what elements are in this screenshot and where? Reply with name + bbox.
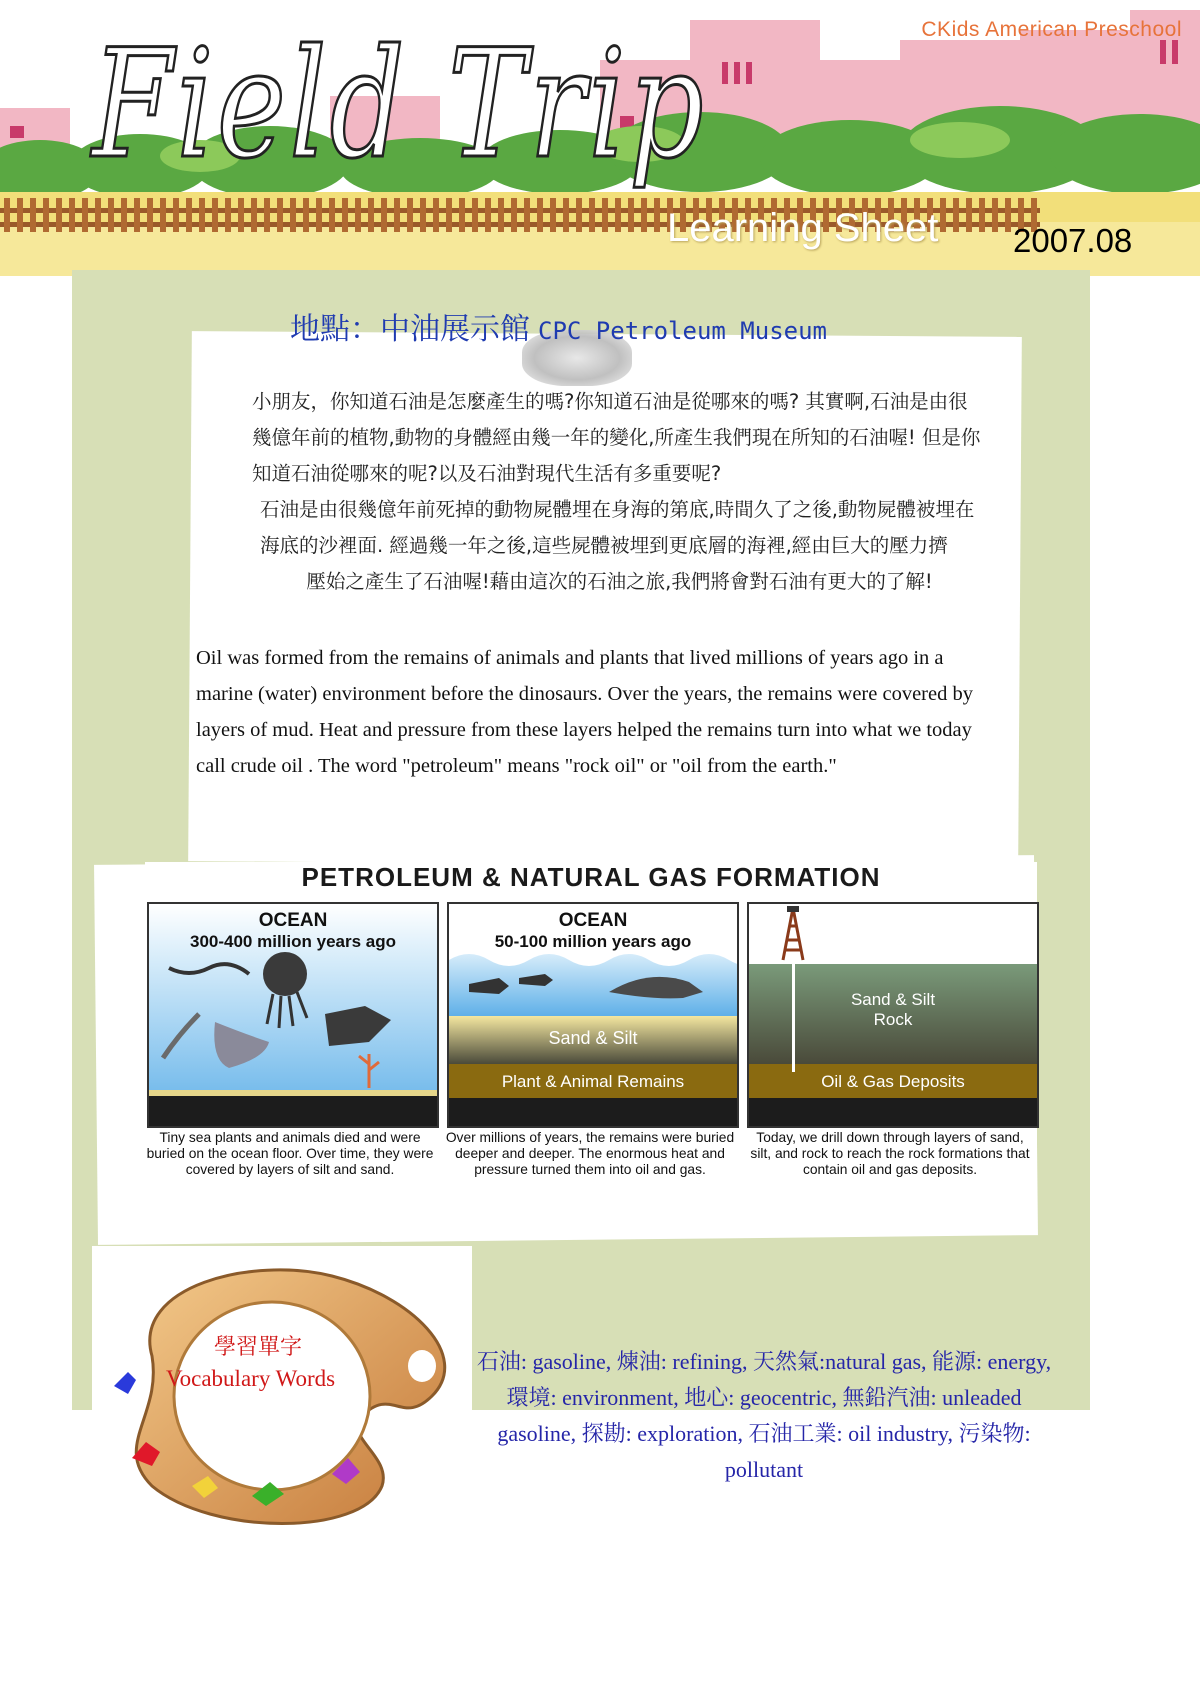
diagram-title: PETROLEUM & NATURAL GAS FORMATION xyxy=(301,862,881,892)
learning-sheet-label: Learning Sheet xyxy=(667,206,939,250)
panel3-deposits-label: Oil & Gas Deposits xyxy=(821,1072,965,1091)
fence-post xyxy=(82,198,88,232)
fence-post xyxy=(212,198,218,232)
fence-post xyxy=(537,198,543,232)
fence-post xyxy=(602,198,608,232)
panel-ancient-ocean xyxy=(147,902,439,1128)
fence-post xyxy=(940,198,946,232)
panel3-caption: Today, we drill down through layers of sand, silt, and rock to reach the rock formations that contain oil and gas deposits. xyxy=(750,1130,1030,1177)
fence-post xyxy=(134,198,140,232)
sheet-date: 2007.08 xyxy=(1013,222,1133,259)
fence-post xyxy=(953,198,959,232)
location-en: CPC Petroleum Museum xyxy=(538,317,827,345)
panel2-remains-label: Plant & Animal Remains xyxy=(501,1072,685,1091)
fence-post xyxy=(238,198,244,232)
formation-diagram xyxy=(145,862,1037,1192)
fence-post xyxy=(654,198,660,232)
fence-post xyxy=(17,198,23,232)
fence-post xyxy=(485,198,491,232)
vocab-title-zh: 學習單字 xyxy=(214,1335,303,1360)
fence-post xyxy=(420,198,426,232)
location-heading xyxy=(290,304,827,348)
intro-zh-paragraph-3: 壓始之產生了石油喔!藉由這次的石油之旅,我們將會對石油有更大的了解! xyxy=(306,570,933,593)
fence-post xyxy=(264,198,270,232)
fence-post xyxy=(186,198,192,232)
fence-post xyxy=(641,198,647,232)
fence-post xyxy=(628,198,634,232)
fence-post xyxy=(381,198,387,232)
fence-post xyxy=(472,198,478,232)
fence-post xyxy=(121,198,127,232)
fence-post xyxy=(459,198,465,232)
intro-english: Oil was formed from the remains of animals and plants that lived millions of years ago in a marine (water) environment before the dinosaurs. Over the years, the remains were covered by layers of mud. Heat and pressure from these layers helped the remains turn into what we today call crude oil . The word "petroleum" means "rock oil" or "oil from the earth." xyxy=(196,647,973,777)
fence-post xyxy=(563,198,569,232)
panel2-age-label: 50-100 million years ago xyxy=(494,932,692,951)
fence-post xyxy=(277,198,283,232)
fence-post xyxy=(550,198,556,232)
fence-post xyxy=(992,198,998,232)
panel2-ocean-label: OCEAN xyxy=(558,910,628,931)
panel1-ocean-label: OCEAN xyxy=(258,910,328,931)
field-trip-title: Field Trip xyxy=(92,18,707,192)
intro-zh-paragraph-2: 石油是由很幾億年前死掉的動物屍體埋在身海的第底,時間久了之後,動物屍體被埋在海底的沙裡面. 經過幾一年之後,這些屍體被埋到更底層的海裡,經由巨大的壓力擠 xyxy=(260,498,975,557)
fence-post xyxy=(576,198,582,232)
fence-post xyxy=(199,198,205,232)
panel-drilling xyxy=(747,902,1039,1128)
intro-chinese xyxy=(252,384,987,600)
panel3-layers-label: Sand & Silt xyxy=(850,990,936,1009)
fence-post xyxy=(433,198,439,232)
fence-post xyxy=(108,198,114,232)
header-banner xyxy=(0,0,1200,276)
panel-burial xyxy=(447,902,739,1128)
panel2-caption: Over millions of years, the remains were buried deeper and deeper. The enormous heat and pressure turned them into oil and gas. xyxy=(445,1130,735,1177)
fence-post xyxy=(368,198,374,232)
fence-post xyxy=(355,198,361,232)
fence-post xyxy=(511,198,517,232)
fence-post xyxy=(173,198,179,232)
panel2-sand-label: Sand & Silt xyxy=(548,1028,638,1048)
fence-post xyxy=(251,198,257,232)
fence-post xyxy=(30,198,36,232)
fence-post xyxy=(147,198,153,232)
panel1-age-label: 300-400 million years ago xyxy=(190,932,396,951)
fence-post xyxy=(290,198,296,232)
fence-post xyxy=(225,198,231,232)
fence-post xyxy=(342,198,348,232)
school-brand: CKids American Preschool xyxy=(921,18,1182,41)
fence-post xyxy=(498,198,504,232)
fence-post xyxy=(979,198,985,232)
panel3-rock-label: Rock xyxy=(873,1010,913,1029)
vocab-title-en: Vocabulary Words xyxy=(166,1366,336,1391)
intro-zh-paragraph-1: 小朋友，你知道石油是怎麼產生的嗎?你知道石油是從哪來的嗎? 其實啊,石油是由很幾億年前的植物,動物的身體經由幾一年的變化,所產生我們現在所知的石油喔! 但是你知道石油從哪來的呢?以及石油對現代生活有多重要呢? xyxy=(252,390,981,485)
fence-post xyxy=(966,198,972,232)
fence-post xyxy=(160,198,166,232)
fence-post xyxy=(394,198,400,232)
fence-post xyxy=(329,198,335,232)
fence-post xyxy=(95,198,101,232)
fence-post xyxy=(4,198,10,232)
vocab-word-list: 石油: gasoline, 煉油: refining, 天然氣:natural gas, 能源: energy, 環境: environment, 地心: geocentric, 無鉛汽油: unleaded gasoline, 探勘: exploration, 石油工業: oil industry, 污染物: pollutant xyxy=(476,1349,1052,1482)
fence-post xyxy=(407,198,413,232)
fence-post xyxy=(446,198,452,232)
panel1-caption: Tiny sea plants and animals died and were buried on the ocean floor. Over time, they were covered by layers of silt and sand. xyxy=(146,1130,434,1177)
fence-post xyxy=(1005,198,1011,232)
location-zh: 地點：中油展示館 xyxy=(290,312,530,347)
fence-post xyxy=(589,198,595,232)
fence-post xyxy=(524,198,530,232)
fence-post xyxy=(69,198,75,232)
fence-post xyxy=(43,198,49,232)
fence-post xyxy=(316,198,322,232)
fence-post xyxy=(615,198,621,232)
fence-post xyxy=(56,198,62,232)
fence-post xyxy=(303,198,309,232)
